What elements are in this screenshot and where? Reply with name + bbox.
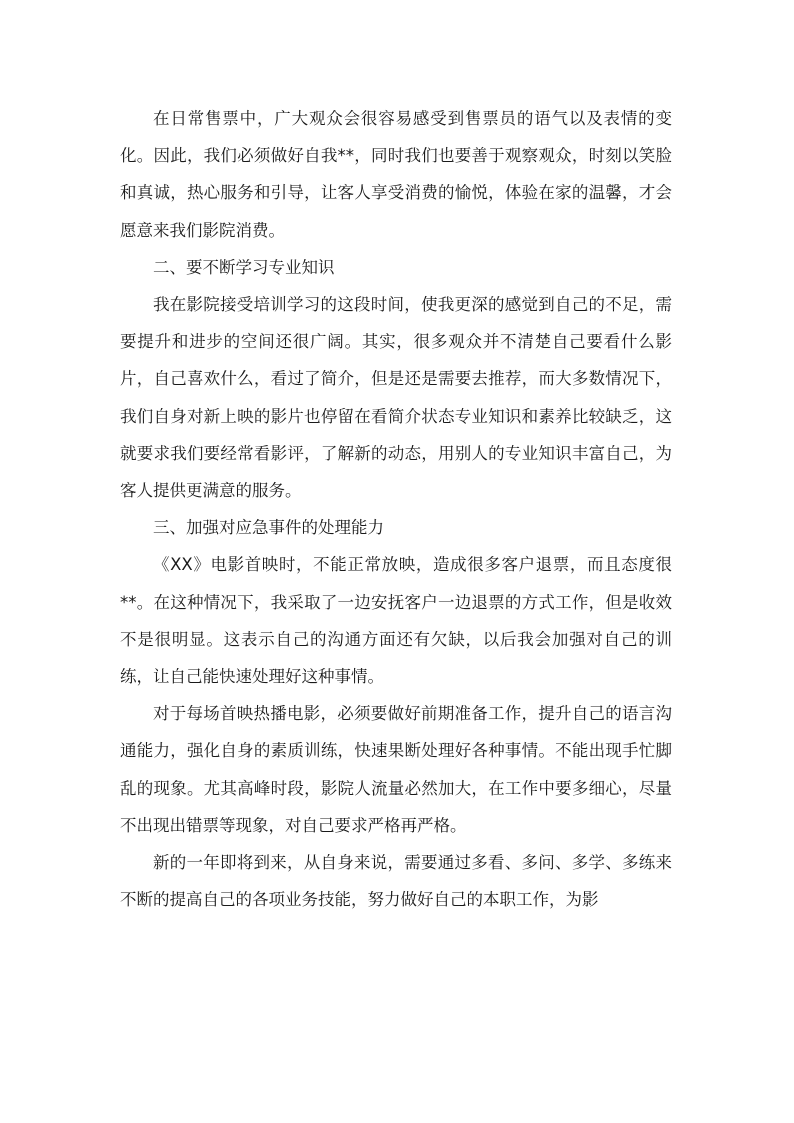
paragraph-professional-knowledge: 我在影院接受培训学习的这段时间，使我更深的感觉到自己的不足，需要提升和进步的空间还很广阔。其实，很多观众并不清楚自己要看什么影片，自己喜欢什么，看过了简介，但是还是需要去推荐，而大多数情况下，我们自身对新上映的影片也停留在看简介状态专业知识和素养比较缺乏，这就要求我们要经常看影评，了解新的动态，用别人的专业知识丰富自己，为客人提供更满意的服务。 [120, 295, 672, 501]
section-heading-professional-knowledge: 二、要不断学习专业知识 [153, 257, 335, 277]
section-heading-emergency-handling: 三、加强对应急事件的处理能力 [153, 518, 384, 538]
paragraph-emergency-case: 《XX》电影首映时，不能正常放映，造成很多客户退票，而且态度很**。在这种情况下，我采取了一边安抚客户一边退票的方式工作，但是收效不是很明显。这表示自己的沟通方面还有欠缺，以后我会加强对自己的训练，让自己能快速处理好这种事情。 [120, 555, 672, 687]
paragraph-service-attitude: 在日常售票中，广大观众会很容易感受到售票员的语气以及表情的变化。因此，我们必须做好自我**，同时我们也要善于观察观众，时刻以笑脸和真诚，热心服务和引导，让客人享受消费的愉悦，体验在家的温馨，才会愿意来我们影院消费。 [120, 109, 672, 240]
document-body [120, 100, 672, 918]
paragraph-new-year-outlook: 新的一年即将到来，从自身来说，需要通过多看、多问、多学、多练来不断的提高自己的各项业务技能，努力做好自己的本职工作，为影 [120, 853, 672, 910]
paragraph-premiere-preparation: 对于每场首映热播电影，必须要做好前期准备工作，提升自己的语言沟通能力，强化自身的素质训练，快速果断处理好各种事情。不能出现手忙脚乱的现象。尤其高峰时段，影院人流量必然加大，在工作中要多细心，尽量不出现出错票等现象，对自己要求严格再严格。 [120, 704, 672, 835]
